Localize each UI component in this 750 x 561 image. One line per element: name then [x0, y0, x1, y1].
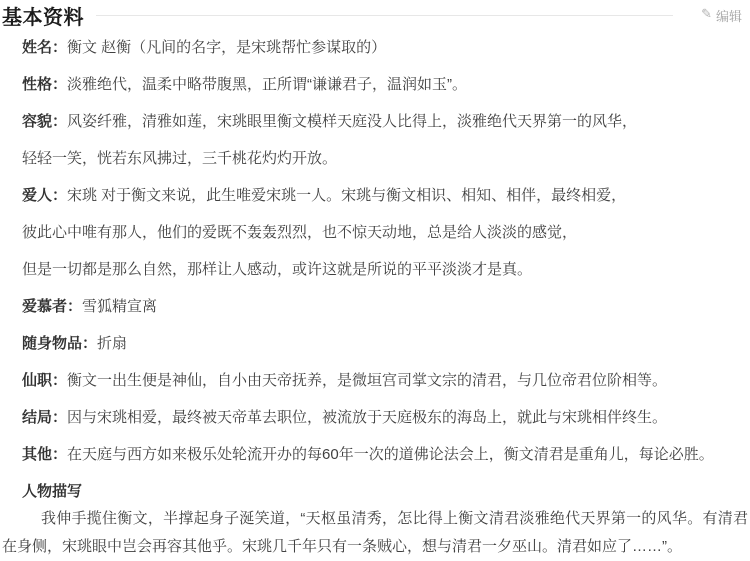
field-value: 衡文一出生便是神仙，自小由天帝抚养，是微垣宫司掌文宗的清君，与几位帝君位阶相等。 — [67, 372, 668, 389]
profile-row-personality — [22, 74, 750, 96]
field-value: 衡文 赵衡（凡间的名字，是宋珧帮忙参谋取的） — [67, 39, 387, 56]
profile-row-admirer — [22, 296, 750, 318]
field-value: 淡雅绝代，温柔中略带腹黑，正所谓“谦谦君子，温润如玉”。 — [67, 76, 468, 93]
edit-button-label: 编辑 — [715, 8, 742, 24]
pencil-icon: ✎ — [701, 6, 712, 21]
section-header — [0, 0, 750, 27]
field-value: 雪狐精宣离 — [82, 298, 158, 315]
profile-row-lover-cont2 — [22, 259, 750, 281]
field-label: 姓名： — [22, 39, 68, 56]
profile-row-belongings — [22, 333, 750, 355]
subsection-title-character-description: 人物描写 — [22, 483, 83, 500]
profile-row-ending — [22, 407, 750, 429]
section-title-basic-info: 基本资料 — [2, 6, 84, 29]
field-label: 爱人： — [22, 187, 68, 204]
field-label: 爱慕者： — [22, 298, 83, 315]
field-value: 因与宋珧相爱，最终被天帝革去职位，被流放于天庭极东的海岛上，就此与宋珧相伴终生。 — [67, 409, 668, 426]
field-value: 但是一切都是那么自然，那样让人感动，或许这就是所说的平平淡淡才是真。 — [22, 261, 533, 278]
profile-row-celestial-post — [22, 370, 750, 392]
field-value: 在天庭与西方如来极乐处轮流开办的每60年一次的道佛论法会上，衡文清君是重角儿，每论必胜。 — [67, 446, 714, 463]
profile-content — [0, 37, 750, 561]
profile-row-appearance — [22, 111, 750, 133]
character-description-paragraph: 我伸手揽住衡文，半撑起身子涎笑道，“天枢虽清秀，怎比得上衡文清君淡雅绝代天界第一的风华。有清君在身侧，宋珧眼中岂会再容其他乎。宋珧几千年只有一条贼心，想与清君一夕巫山。清君如应了……”。 — [2, 510, 748, 555]
profile-row-other — [22, 444, 750, 466]
field-label: 其他： — [22, 446, 68, 463]
field-value: 折扇 — [97, 335, 128, 352]
field-label: 性格： — [22, 76, 68, 93]
header-divider-line — [96, 15, 673, 16]
field-label: 随身物品： — [22, 335, 98, 352]
field-value: 轻轻一笑，恍若东风拂过，三千桃花灼灼开放。 — [22, 150, 338, 167]
profile-row-lover-cont1 — [22, 222, 750, 244]
field-label: 容貌： — [22, 113, 68, 130]
field-value: 彼此心中唯有那人，他们的爱既不轰轰烈烈，也不惊天动地，总是给人淡淡的感觉， — [22, 224, 578, 241]
field-value: 风姿纤雅，清雅如莲，宋珧眼里衡文模样天庭没人比得上，淡雅绝代天界第一的风华， — [67, 113, 638, 130]
field-label: 结局： — [22, 409, 68, 426]
profile-row-name — [22, 37, 750, 59]
edit-button[interactable] — [701, 6, 742, 25]
field-label: 仙职： — [22, 372, 68, 389]
profile-row-lover — [22, 185, 750, 207]
field-value: 宋珧 对于衡文来说，此生唯爱宋珧一人。宋珧与衡文相识、相知、相伴，最终相爱， — [67, 187, 627, 204]
profile-row-appearance-cont — [22, 148, 750, 170]
